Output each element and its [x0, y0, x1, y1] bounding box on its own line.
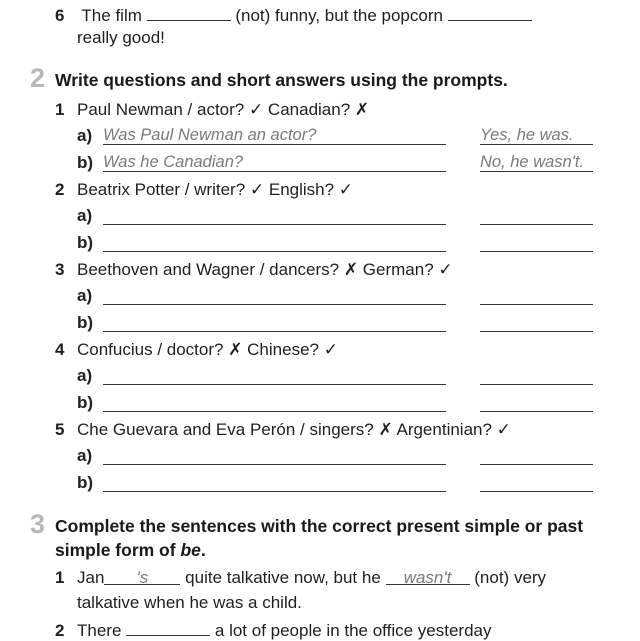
answer-blank[interactable]	[147, 4, 231, 21]
question-answer-line[interactable]	[103, 233, 446, 252]
sub-label: a)	[77, 126, 93, 145]
short-answer-line[interactable]: No, he wasn't.	[480, 153, 593, 172]
sub-label: b)	[77, 153, 94, 172]
item-text: The film	[81, 6, 142, 25]
item-prompt: Beethoven and Wagner / dancers? ✗ German? ✓	[77, 260, 453, 279]
exercise-instruction-line1: Complete the sentences with the correct present simple or past	[55, 516, 584, 536]
short-answer-line[interactable]	[480, 233, 593, 252]
item-text: quite talkative now, but he	[185, 568, 381, 587]
ex1-item6-line1	[55, 4, 532, 26]
question-answer-line[interactable]: Was he Canadian?	[103, 153, 446, 172]
ex3-item1-line2: talkative when he was a child.	[77, 593, 302, 612]
exercise-number: 3	[30, 509, 46, 539]
question-answer-line[interactable]	[103, 313, 446, 332]
ex2-item2-prompt	[55, 180, 353, 200]
short-answer-line[interactable]	[480, 206, 593, 225]
item-text: Jan	[77, 568, 105, 587]
item-number: 1	[55, 100, 65, 119]
short-answer-line[interactable]	[480, 446, 593, 465]
ex2-item1-prompt	[55, 100, 369, 120]
answer-blank[interactable]	[448, 4, 532, 21]
item-prompt: Che Guevara and Eva Perón / singers? ✗ Argentinian? ✓	[77, 420, 511, 439]
ex3-item2-line1	[55, 619, 491, 641]
short-answer-line[interactable]	[480, 313, 593, 332]
sub-label: b)	[77, 233, 94, 252]
short-answer-line[interactable]	[480, 286, 593, 305]
short-answer-line[interactable]	[480, 473, 593, 492]
question-answer-line[interactable]	[103, 473, 446, 492]
question-answer-line[interactable]: Was Paul Newman an actor?	[103, 126, 446, 145]
instruction-emphasis: be	[180, 540, 201, 560]
question-answer-line[interactable]	[103, 446, 446, 465]
question-answer-line[interactable]	[103, 366, 446, 385]
instruction-text: .	[200, 540, 206, 560]
sub-label: b)	[77, 313, 94, 332]
question-answer-line[interactable]	[103, 393, 446, 412]
question-answer-line[interactable]	[103, 206, 446, 225]
answer-blank[interactable]	[126, 619, 210, 636]
instruction-text: simple form of	[55, 540, 181, 560]
item-prompt: Paul Newman / actor? ✓ Canadian? ✗	[77, 100, 370, 119]
item-number: 5	[55, 420, 65, 439]
item-text: (not) very	[474, 568, 547, 587]
sub-label: a)	[77, 446, 93, 465]
short-answer-line[interactable]: Yes, he was.	[480, 126, 593, 145]
ex2-item5-prompt	[55, 420, 511, 440]
exercise-instruction: Write questions and short answers using the prompts.	[55, 70, 508, 90]
ex3-item1-line1	[55, 568, 546, 588]
item-number: 6	[55, 6, 65, 25]
sub-label: a)	[77, 286, 93, 305]
exercise-instruction-line2	[55, 538, 206, 562]
sub-label: a)	[77, 206, 93, 225]
exercise-number: 2	[30, 63, 46, 93]
item-number: 2	[55, 621, 65, 640]
short-answer-line[interactable]	[480, 393, 593, 412]
item-prompt: Confucius / doctor? ✗ Chinese? ✓	[77, 340, 338, 359]
sub-label: a)	[77, 366, 93, 385]
item-text: There	[77, 621, 122, 640]
question-answer-line[interactable]	[103, 286, 446, 305]
item-number: 3	[55, 260, 65, 279]
short-answer-line[interactable]	[480, 366, 593, 385]
answer-blank[interactable]: wasn't	[386, 568, 470, 585]
item-number: 1	[55, 568, 65, 587]
item-number: 2	[55, 180, 65, 199]
ex2-item4-prompt	[55, 340, 338, 360]
sub-label: b)	[77, 393, 94, 412]
sub-label: b)	[77, 473, 94, 492]
item-text: (not) funny, but the popcorn	[235, 6, 443, 25]
item-prompt: Beatrix Potter / writer? ✓ English? ✓	[77, 180, 354, 199]
ex1-item6-line2: really good!	[77, 28, 165, 47]
item-text: a lot of people in the office yesterday	[214, 621, 492, 640]
item-number: 4	[55, 340, 65, 359]
answer-blank[interactable]: 's	[104, 568, 180, 585]
ex2-item3-prompt	[55, 260, 453, 280]
